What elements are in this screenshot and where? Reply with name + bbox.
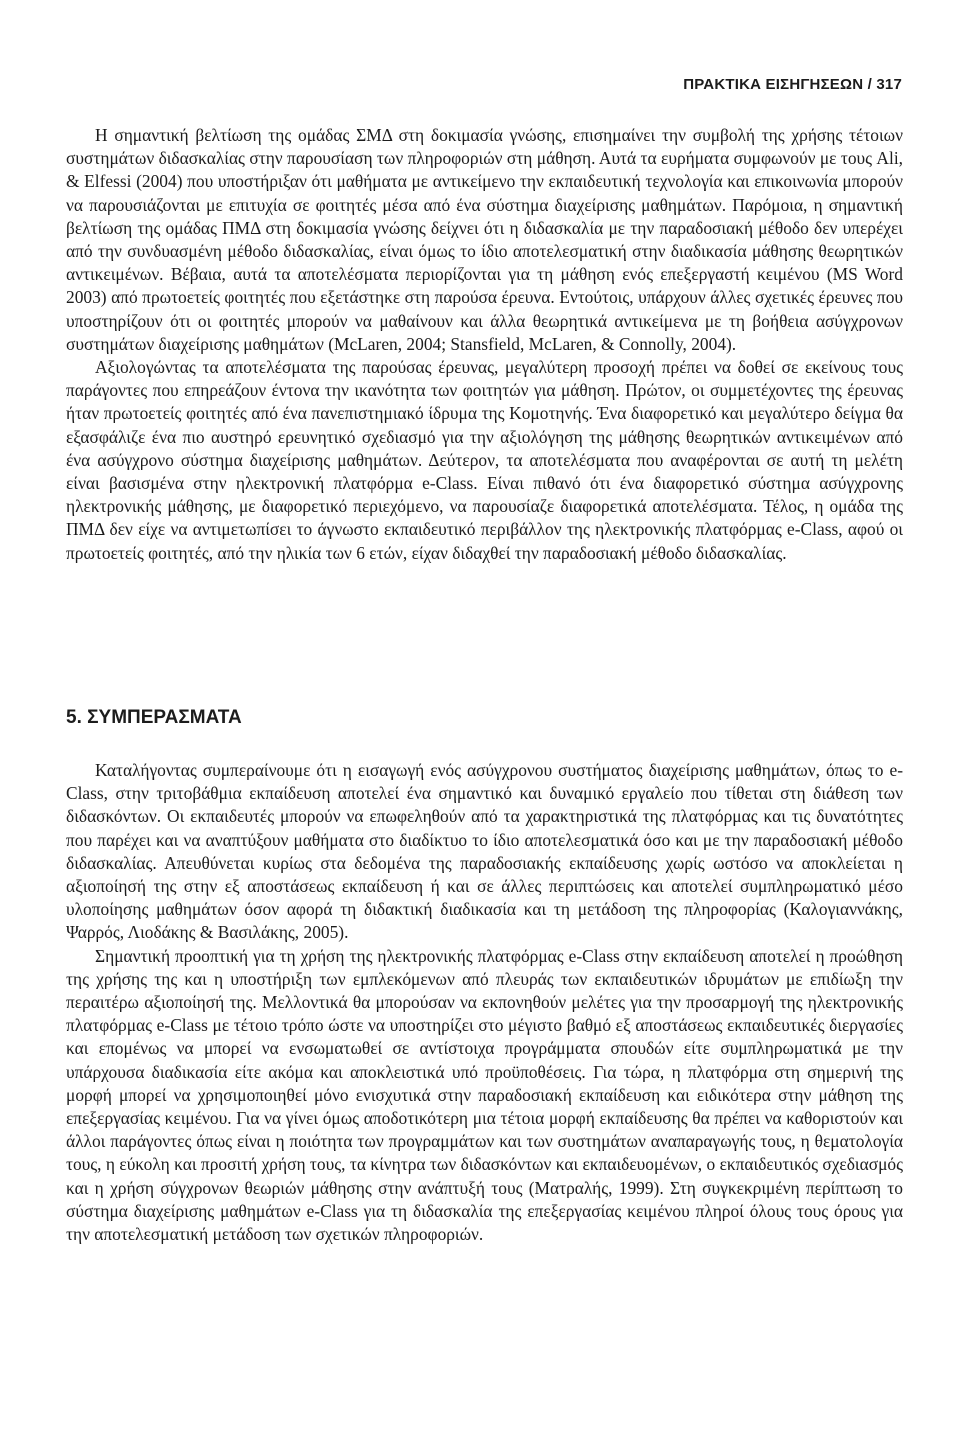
conclusions-section	[66, 759, 903, 1246]
running-header: ΠΡΑΚΤΙΚΑ ΕΙΣΗΓΗΣΕΩΝ / 317	[683, 76, 902, 93]
discussion-paragraph-2: Αξιολογώντας τα αποτελέσματα της παρούσας έρευνας, μεγαλύτερη προσοχή πρέπει να δοθεί σε εκείνους τους παράγοντες που επηρεάζουν έντονα την ικανότητα των φοιτητών για μάθηση. Πρώτον, οι συμμετέχοντες της έρευνας ήταν πρωτοετείς φοιτητές από ένα πανεπιστημιακό ίδρυμα της Κομοτηνής. Ένα διαφορετικό και μεγαλύτερο δείγμα θα εξασφάλιζε ένα πιο αυστηρό ερευνητικό σχεδιασμό για την αξιολόγηση της μάθησης θεωρητικών αντικειμένων από ένα ασύγχρονο σύστημα διαχείρισης μαθημάτων. Δεύτερον, τα αποτελέσματα που αναφέρονται σε αυτή τη μελέτη είναι βασισμένα στην ηλεκτρονική πλατφόρμα e-Class. Είναι πιθανό ότι ένα διαφορετικό σύστημα ασύγχρονης ηλεκτρονικής μάθησης, με διαφορετικό περιεχόμενο, να παρουσίαζε διαφορετικά αποτελέσματα. Τέλος, η ομάδα της ΠΜΔ δεν είχε να αντιμετωπίσει το άγνωστο εκπαιδευτικό περιβάλλον της ηλεκτρονικής πλατφόρμας e-Class, αφού οι πρωτοετείς φοιτητές, από την ηλικία των 6 ετών, είχαν διδαχθεί την παραδοσιακή μέθοδο διδασκαλίας.	[66, 357, 903, 563]
discussion-paragraph-1: Η σημαντική βελτίωση της ομάδας ΣΜΔ στη δοκιμασία γνώσης, επισημαίνει την συμβολή της χρήσης τέτοιων συστημάτων διδασκαλίας στην παρουσίαση των πληροφοριών στη μάθηση. Αυτά τα ευρήματα συμφωνούν με τους Ali, & Elfessi (2004) που υποστήριξαν ότι μαθήματα με αντικείμενο την εκπαιδευτική τεχνολογία και επικοινωνία μπορούν να παρουσιάζονται με επιτυχία σε φοιτητές μέσα από ένα σύστημα διαχείρισης μαθημάτων. Παρόμοια, η σημαντική βελτίωση της ομάδας ΠΜΔ στη δοκιμασία γνώσης δείχνει ότι η διδασκαλία με την παραδοσιακή μέθοδο δεν υπερέχει από την συνδυασμένη μέθοδο διδασκαλίας, είναι όμως το ίδιο αποτελεσματική στην διαδικασία μάθησης θεωρητικών αντικειμένων. Βέβαια, αυτά τα αποτελέσματα περιορίζονται για τη μάθηση ενός επεξεργαστή κειμένου (MS Word 2003) από πρωτοετείς φοιτητές που εξετάστηκε στη παρούσα έρευνα. Εντούτοις, υπάρχουν άλλες σχετικές έρευνες που υποστηρίζουν ότι οι φοιτητές μπορούν να μαθαίνουν και άλλα θεωρητικά αντικείμενα με τη βοήθεια ασύγχρονων συστημάτων διαχείρισης μαθημάτων (McLaren, 2004; Stansfield, McLaren, & Connolly, 2004).	[66, 125, 903, 354]
conclusions-paragraph-2: Σημαντική προοπτική για τη χρήση της ηλεκτρονικής πλατφόρμας e-Class στην εκπαίδευση αποτελεί η προώθηση της χρήσης της και η υποστήριξη των εμπλεκόμενων από πλευράς των εκπαιδευτικών ιδρυμάτων με επιδίωξη την περαιτέρω αξιοποίησή της. Μελλοντικά θα μπορούσαν να εκπονηθούν μελέτες για την προσαρμογή της ηλεκτρονικής πλατφόρμας e-Class με τέτοιο τρόπο ώστε να υποστηρίζει στο μέγιστο βαθμό εξ αποστάσεως εκπαιδευτικές διεργασίες και επομένως να μπορεί να ενσωματωθεί σε αντίστοιχα προγράμματα σπουδών είτε συμπληρωματικά με την υπάρχουσα διαδικασία είτε ακόμα και αποκλειστικά υπό προϋποθέσεις. Για τώρα, η πλατφόρμα στη σημερινή της μορφή μπορεί να χρησιμοποιηθεί μόνο ενισχυτικά στην παραδοσιακή εκπαίδευση και ειδικότερα στην μάθηση της επεξεργασίας κειμένου. Για να γίνει όμως αποδοτικότερη μια τέτοια μορφή εκπαίδευσης θα πρέπει να καθοριστούν και άλλοι παράγοντες όπως είναι η ποιότητα των προγραμμάτων και των συστημάτων αναπαραγωγής τους, η θεματολογία τους, η εύκολη και προσιτή χρήση τους, τα κίνητρα των διδασκόντων και εκπαιδευομένων, ο εκπαιδευτικός σχεδιασμός και η χρήση σύγχρονων θεωριών μάθησης στην ανάπτυξή τους (Ματραλής, 1999). Στη συγκεκριμένη περίπτωση το σύστημα διαχείρισης μαθημάτων e-Class για τη διδασκαλία της επεξεργασίας κειμένου πληροί όλους τους όρους για την αποτελεσματική μετάδοση των σχετικών πληροφοριών.	[66, 945, 903, 1245]
conclusions-paragraph-1: Καταλήγοντας συμπεραίνουμε ότι η εισαγωγή ενός ασύγχρονου συστήματος διαχείρισης μαθημάτων, όπως το e-Class, στην τριτοβάθμια εκπαίδευση αποτελεί ένα σημαντικό και δυναμικό εργαλείο που τίθεται στη διάθεση των διδασκόντων. Οι εκπαιδευτές μπορούν να επωφεληθούν από τα χαρακτηριστικά της πλατφόρμας και τις δυνατότητες που παρέχει και να αναπτύξουν μαθήματα στο διαδίκτυο το ίδιο αποτελεσματικά όσο και με την παραδοσιακή μέθοδο διδασκαλίας. Απευθύνεται κυρίως στα δεδομένα της παραδοσιακής εκπαίδευσης χωρίς ωστόσο να αποκλείεται η αξιοποίησή της στην εξ αποστάσεως εκπαίδευση ή και σε άλλες περιπτώσεις και αποτελεί συμπληρωματικό μέσο υλοποίησης μαθημάτων όσον αφορά τη διδακτική διαδικασία και τη μετάδοση της πληροφορίας (Καλογιαννάκης, Ψαρρός, Λιοδάκης & Βασιλάκης, 2005).	[66, 760, 903, 943]
section-heading-conclusions: 5. ΣΥΜΠΕΡΑΣΜΑΤΑ	[66, 707, 242, 728]
discussion-section	[66, 124, 903, 565]
